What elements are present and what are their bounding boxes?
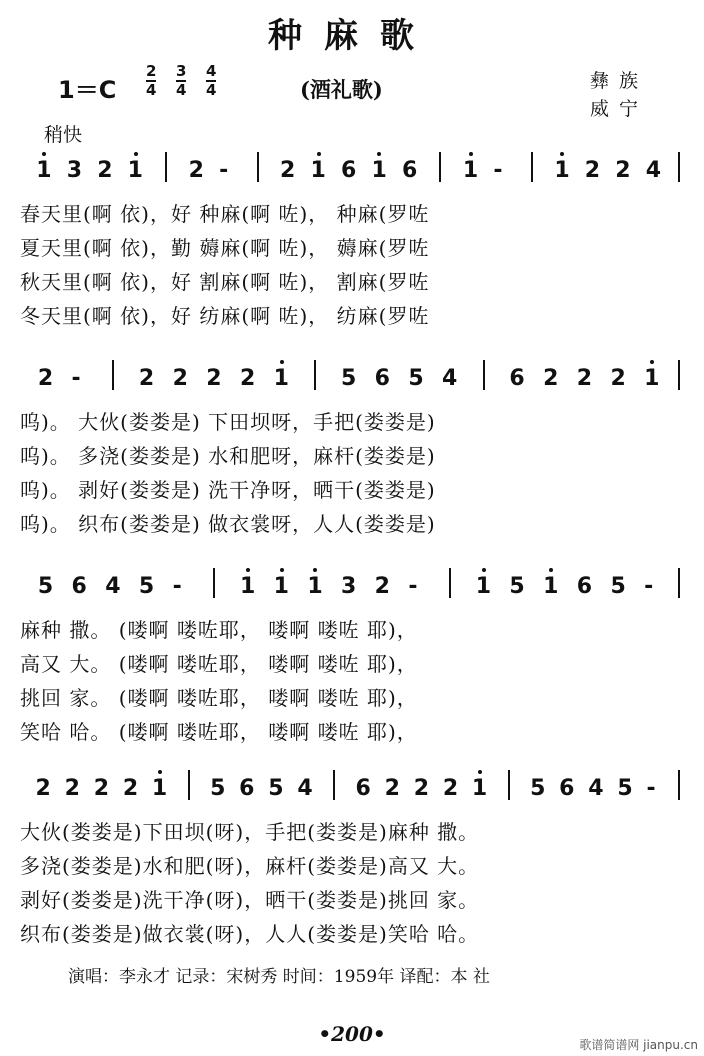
bar-line [314,360,316,390]
bar-line [188,770,190,800]
note: 2 [543,366,559,391]
octave-dot [560,152,564,156]
note: 2 [97,158,113,183]
place-of-origin: 威宁 [590,98,649,120]
note-dash: - [646,776,656,801]
bar-line [333,770,335,800]
bar-line [257,152,259,182]
bar-line [483,360,485,390]
bar-line [112,360,114,390]
bar-line [449,568,451,598]
bar-line [213,568,215,598]
note: 1 [462,158,479,183]
lyric-line: 呜)。 大伙(娄娄是) 下田坝呀，手把(娄娄是) [20,410,436,434]
note: 2 [413,776,430,801]
notation-row [0,148,704,188]
song-title: 种麻歌 [268,16,436,56]
note: 1 [471,776,488,801]
note: 2 [172,366,188,391]
note: 6 [559,776,575,801]
bar-line [531,152,533,182]
note: 4 [588,776,604,801]
credits-line: 演唱：李永才 记录：宋树秀 时间：1959年 译配：本 社 [68,967,490,987]
lyric-line: 春天里(啊 依)，好 种麻(啊 咗)， 种麻(罗咗 [20,202,430,226]
bar-line [678,360,680,390]
octave-dot [478,770,482,774]
octave-dot [482,568,486,572]
note: 2 [576,366,593,391]
lyric-line: 冬天里(啊 依)，好 纺麻(啊 咗)， 纺麻(罗咗 [20,304,430,328]
octave-dot [42,152,46,156]
lyric-line: 挑回 家。 (喽啊 喽咗耶， 喽啊 喽咗 耶)， [20,686,418,710]
note: 6 [576,574,593,599]
note-dash: - [71,366,81,391]
bar-line [678,152,680,182]
ethnic-group: 彝族 [590,70,649,92]
note-dash: - [219,158,229,183]
note: 1 [151,776,168,801]
note: 2 [442,776,459,801]
lyric-line: 呜)。 织布(娄娄是) 做衣裳呀，人人(娄娄是) [20,512,436,536]
bar-line [508,770,510,800]
note: 1 [310,158,326,183]
note: 1 [307,574,323,599]
note-dash: - [644,574,654,599]
note: 2 [374,574,390,599]
note: 5 [138,574,155,599]
note: 2 [384,776,400,801]
note: 6 [71,574,87,599]
page-number: •200• [318,1022,386,1046]
lyric-line: 秋天里(啊 依)，好 割麻(啊 咗)， 割麻(罗咗 [20,270,430,294]
octave-dot [158,770,162,774]
octave-dot [650,360,654,364]
note: 5 [37,574,54,599]
octave-dot [377,152,381,156]
time-signature: 2 4 [146,62,157,99]
note: 1 [644,366,660,391]
note: 6 [355,776,371,801]
note: 1 [239,574,256,599]
octave-dot [280,360,284,364]
bar-line [439,152,441,182]
note: 5 [530,776,546,801]
key-signature: 1＝C [58,76,117,104]
note-dash: - [493,158,503,183]
notation-row [0,766,704,806]
time-signature: 3 4 [176,62,187,99]
bar-line [165,152,167,182]
octave-dot [246,568,250,572]
octave-dot [549,568,553,572]
note: 3 [341,574,357,599]
note: 4 [105,574,121,599]
note: 6 [239,776,255,801]
note: 5 [408,366,424,391]
octave-dot [280,568,284,572]
note: 2 [206,366,222,391]
note: 5 [509,574,525,599]
lyric-line: 呜)。 剥好(娄娄是) 洗干净呀，晒干(娄娄是) [20,478,436,502]
lyric-line: 麻种 撒。 (喽啊 喽咗耶， 喽啊 喽咗 耶)， [20,618,418,642]
note: 1 [554,158,570,183]
time-signature: 4 4 [206,62,217,99]
note: 2 [584,158,601,183]
note: 1 [36,158,52,183]
notation-row [0,356,704,396]
octave-dot [134,152,138,156]
note: 6 [401,158,418,183]
lyric-line: 剥好(娄娄是)洗干净(呀)，晒干(娄娄是)挑回 家。 [20,888,480,912]
bar-line [678,770,680,800]
note: 2 [122,776,139,801]
lyric-line: 呜)。 多浇(娄娄是) 水和肥呀，麻杆(娄娄是) [20,444,436,468]
note: 5 [617,776,633,801]
note: 4 [442,366,458,391]
octave-dot [317,152,321,156]
note: 2 [239,366,256,391]
octave-dot [313,568,317,572]
lyric-line: 夏天里(啊 依)，勤 薅麻(啊 咗)， 薅麻(罗咗 [20,236,430,260]
note: 2 [35,776,51,801]
note: 2 [37,366,54,391]
lyric-line: 织布(娄娄是)做衣裳(呀)，人人(娄娄是)笑哈 哈。 [20,922,480,946]
note: 2 [138,366,155,391]
notation-row [0,564,704,604]
note: 2 [280,158,296,183]
note: 2 [610,366,626,391]
watermark: 歌谱简谱网 jianpu.cn [579,1038,698,1052]
note-dash: - [408,574,418,599]
note: 2 [93,776,110,801]
note-dash: - [172,574,182,599]
note: 1 [475,574,492,599]
bar-line [678,568,680,598]
note: 6 [374,366,390,391]
note: 1 [371,158,387,183]
note: 5 [610,574,626,599]
note: 4 [297,776,313,801]
note: 1 [543,574,559,599]
tempo-marking: 稍快 [44,124,83,146]
note: 5 [268,776,284,801]
song-subtitle: (酒礼歌) [300,77,383,102]
note: 4 [645,158,662,183]
note: 2 [615,158,631,183]
lyric-line: 高又 大。 (喽啊 喽咗耶， 喽啊 喽咗 耶)， [20,652,418,676]
octave-dot [469,152,473,156]
note: 5 [210,776,226,801]
note: 2 [188,158,204,183]
note: 3 [66,158,83,183]
note: 1 [273,574,289,599]
note: 1 [127,158,143,183]
note: 6 [509,366,525,391]
note: 5 [341,366,357,391]
note: 2 [64,776,80,801]
lyric-line: 大伙(娄娄是)下田坝(呀)，手把(娄娄是)麻种 撒。 [20,820,480,844]
lyric-line: 笑哈 哈。 (喽啊 喽咗耶， 喽啊 喽咗 耶)， [20,720,418,744]
note: 6 [341,158,357,183]
lyric-line: 多浇(娄娄是)水和肥(呀)，麻杆(娄娄是)高又 大。 [20,854,480,878]
note: 1 [273,366,289,391]
